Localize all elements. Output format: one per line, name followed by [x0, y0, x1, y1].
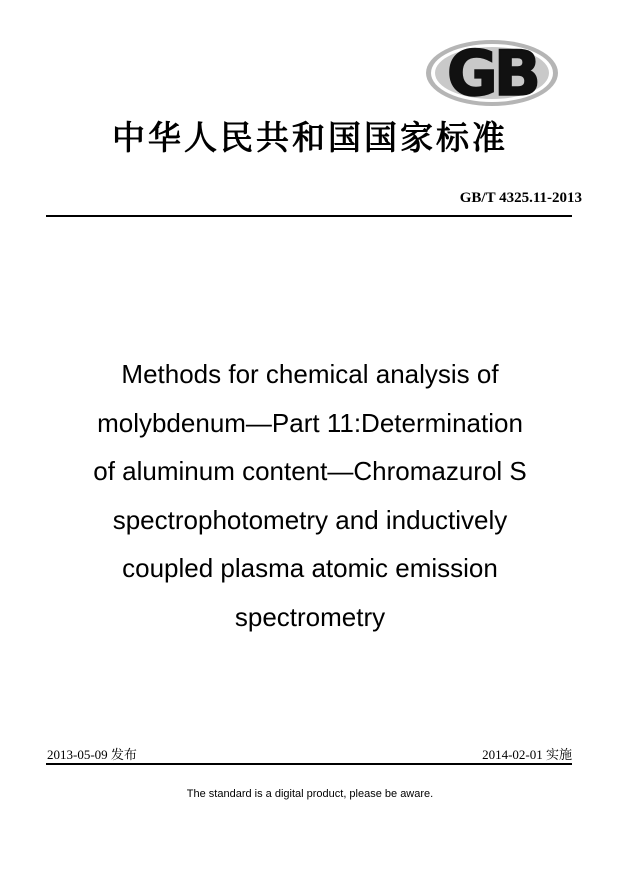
- issue-label: 发布: [110, 747, 137, 762]
- document-title: [40, 350, 580, 641]
- title-line: Methods for chemical analysis of: [121, 359, 499, 389]
- title-line: spectrometry: [234, 601, 386, 632]
- svg-text:GB: GB: [446, 38, 538, 108]
- title-line: coupled plasma atomic emission: [122, 553, 498, 583]
- bottom-divider: [46, 763, 572, 765]
- title-line: molybdenum—Part 11:Determination: [97, 407, 523, 438]
- implement-date: 2014-02-01: [482, 747, 543, 762]
- issue-date: 2013-05-09: [47, 747, 108, 762]
- org-title: 中华人民共和国国家标准: [112, 118, 508, 157]
- implement-date-block: [482, 744, 572, 763]
- standard-code: GB/T 4325.11-2013: [459, 190, 582, 206]
- top-divider: [46, 215, 572, 217]
- issue-date-block: [47, 744, 137, 763]
- title-line: of aluminum content—Chromazurol S: [93, 456, 527, 486]
- title-line: spectrophotometry and inductively: [112, 504, 508, 535]
- gb-logo-icon: [424, 38, 560, 108]
- digital-product-note: The standard is a digital product, please be aware.: [186, 788, 434, 800]
- implement-label: 实施: [545, 747, 572, 762]
